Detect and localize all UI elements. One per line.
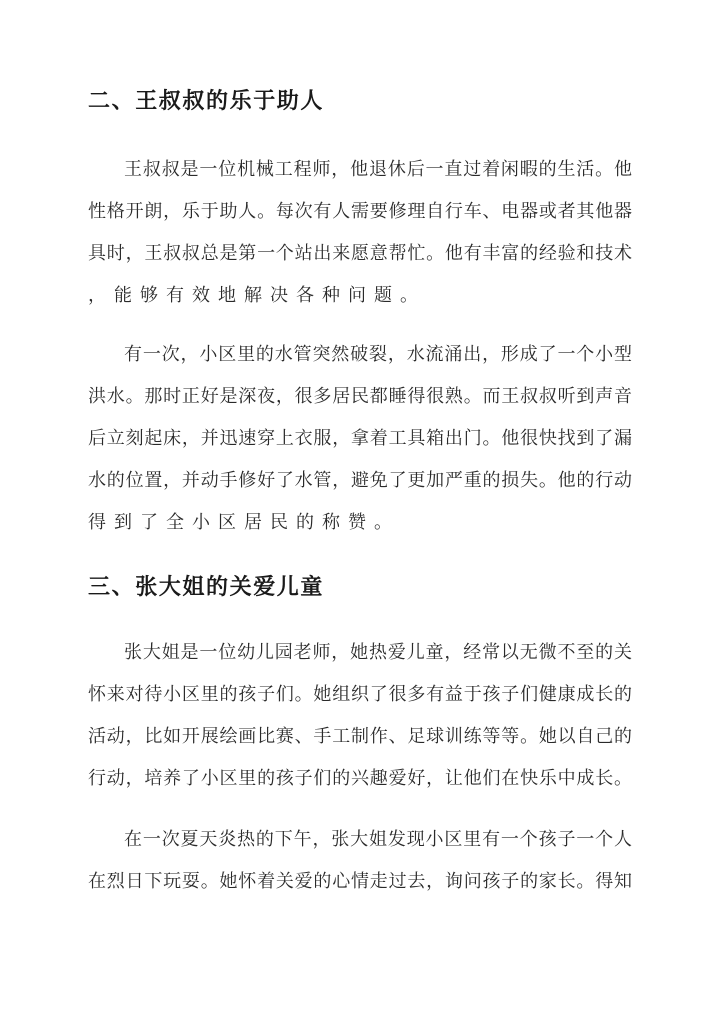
- text-line: 得到了全小区居民的称赞。: [88, 512, 400, 533]
- paragraph-wang-1: [88, 149, 632, 317]
- section-heading-zhang: 三、张大姐的关爱儿童: [88, 575, 325, 600]
- text-line: 在烈日下玩耍。她怀着关爱的心情走过去，询问孩子的家长。得知: [88, 871, 632, 892]
- text-line: 洪水。那时正好是深夜，很多居民都睡得很熟。而王叔叔听到声音: [88, 386, 632, 407]
- paragraph-zhang-2: [88, 819, 632, 903]
- text-line: 后立刻起床，并迅速穿上衣服，拿着工具箱出门。他很快找到了漏: [88, 428, 632, 449]
- text-line: 活动，比如开展绘画比赛、手工制作、足球训练等等。她以自己的: [88, 726, 632, 747]
- text-line: 在一次夏天炎热的下午，张大姐发现小区里有一个孩子一个人: [124, 829, 632, 850]
- text-line: 行动，培养了小区里的孩子们的兴趣爱好，让他们在快乐中成长。: [88, 768, 632, 789]
- text-line: 具时，王叔叔总是第一个站出来愿意帮忙。他有丰富的经验和技术: [88, 243, 632, 264]
- text-line: 怀来对待小区里的孩子们。她组织了很多有益于孩子们健康成长的: [88, 684, 632, 705]
- section-heading-wang: 二、王叔叔的乐于助人: [88, 89, 325, 114]
- text-line: 有一次，小区里的水管突然破裂，水流涌出，形成了一个小型: [124, 344, 632, 365]
- text-line: 张大姐是一位幼儿园老师，她热爱儿童，经常以无微不至的关: [124, 642, 632, 663]
- text-line: ，能够有效地解决各种问题。: [88, 285, 426, 306]
- paragraph-zhang-1: [88, 632, 632, 800]
- text-line: 性格开朗，乐于助人。每次有人需要修理自行车、电器或者其他器: [88, 201, 632, 222]
- text-line: 王叔叔是一位机械工程师，他退休后一直过着闲暇的生活。他: [124, 159, 632, 180]
- paragraph-wang-2: [88, 334, 632, 544]
- text-line: 水的位置，并动手修好了水管，避免了更加严重的损失。他的行动: [88, 470, 632, 491]
